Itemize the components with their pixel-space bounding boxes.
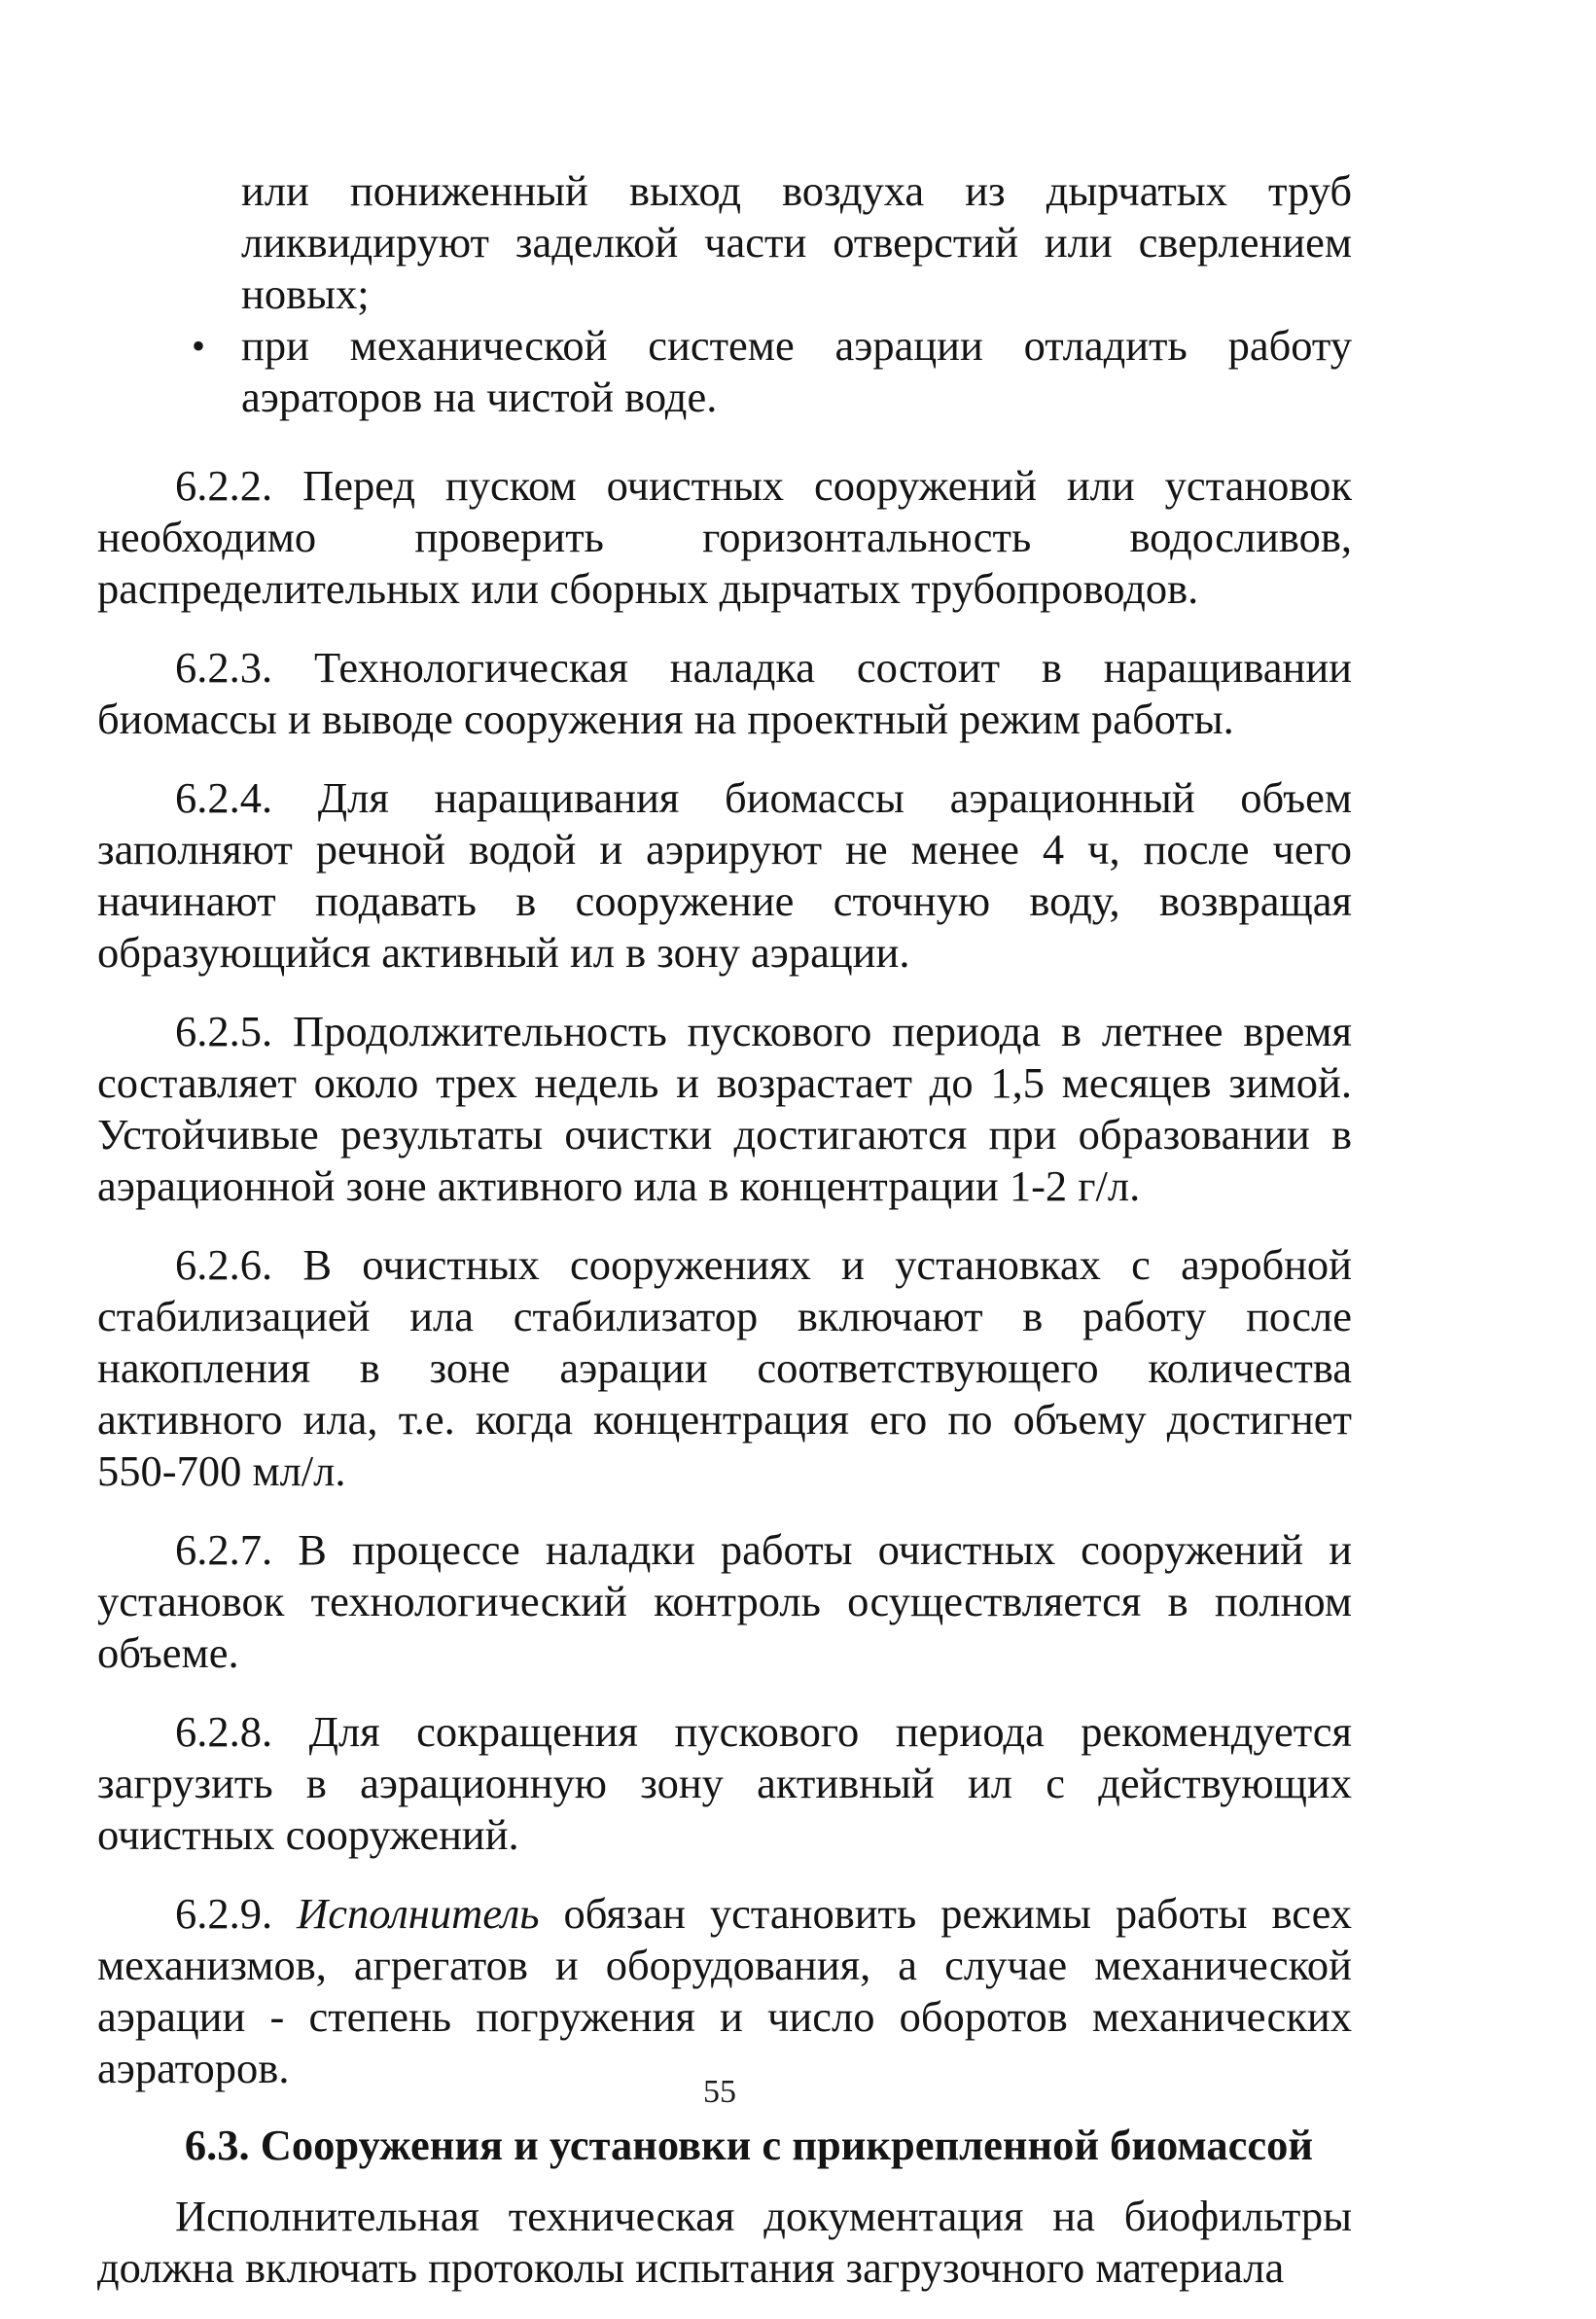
paragraph-text: В очистных сооружениях и установках с аэробной стабилизацией ила стабилизатор включают в работу после накопления в зоне аэрации соответствующего количества активного ила, т.е. когда концентрация его по объему достигнет 550-700 мл/л.: [97, 1240, 1352, 1495]
paragraph-number: 6.2.7.: [175, 1525, 273, 1574]
paragraph-number: 6.2.8.: [175, 1707, 273, 1756]
paragraph-number: 6.2.9.: [175, 1889, 273, 1938]
paragraph-6-2-2: [97, 460, 1352, 615]
paragraph-number: 6.2.3.: [175, 643, 273, 692]
section-heading: 6.3. Сооружения и установки с прикрепленной биомассой: [184, 2121, 1314, 2169]
paragraph-text: В процессе наладки работы очистных сооружений и установок технологический контроль осуществляется в полном объеме.: [97, 1525, 1353, 1677]
bullet-icon: •: [192, 324, 206, 368]
paragraph-text: Технологическая наладка состоит в наращивании биомассы и выводе сооружения на проектный режим работы.: [97, 643, 1352, 743]
paragraph-text: Для наращивания биомассы аэрационный объем заполняют речной водой и аэрируют не менее 4 ч, после чего начинают подавать в сооружение сточную воду, возвращая образующийся активный ил в зону аэрации.: [97, 773, 1352, 977]
continuation-text: или пониженный выход воздуха из дырчатых труб ликвидируют заделкой части отверстий или сверлением новых;: [241, 166, 1352, 318]
paragraph-text: Перед пуском очистных сооружений или установок необходимо проверить горизонтальность водосливов, распределительных или сборных дырчатых трубопроводов.: [97, 461, 1352, 613]
final-paragraph: Исполнительная техническая документация на биофильтры должна включать протоколы испытания загрузочного материала: [97, 2192, 1352, 2292]
paragraph-6-2-4: [97, 772, 1352, 979]
page-body: [97, 165, 1352, 2294]
paragraph-text: Продолжительность пускового периода в летнее время составляет около трех недель и возрастает до 1,5 месяцев зимой. Устойчивые результаты очистки достигаются при образовании в аэрационной зоне активного ила в концентрации 1-2 г/л.: [97, 1007, 1352, 1210]
paragraph-text: Для сокращения пускового периода рекомендуется загрузить в аэрационную зону активный ил с действующих очистных сооружений.: [97, 1707, 1352, 1859]
paragraph-number: 6.2.6.: [175, 1240, 273, 1289]
paragraph-6-2-7: [97, 1524, 1352, 1679]
page-number: 55: [703, 2074, 736, 2110]
paragraph-text: обязан установить режимы работы всех механизмов, агрегатов и оборудования, а случае механической аэрации - степень погружения и число оборотов механических аэраторов.: [97, 1889, 1352, 2092]
paragraph-6-2-3: [97, 642, 1352, 745]
paragraph-6-2-9: [97, 1888, 1352, 2094]
paragraph-6-2-5: [97, 1006, 1352, 1212]
italic-term: Исполнитель: [297, 1889, 540, 1938]
bullet-item: [97, 320, 1352, 423]
bullet-text: при механической системе аэрации отладить работу аэраторов на чистой воде.: [241, 321, 1352, 421]
paragraph-number: 6.2.2.: [175, 461, 273, 510]
paragraph-6-2-8: [97, 1706, 1352, 1861]
paragraph-6-2-6: [97, 1239, 1352, 1497]
paragraph-number: 6.2.5.: [175, 1007, 273, 1055]
paragraph-number: 6.2.4.: [175, 773, 273, 822]
